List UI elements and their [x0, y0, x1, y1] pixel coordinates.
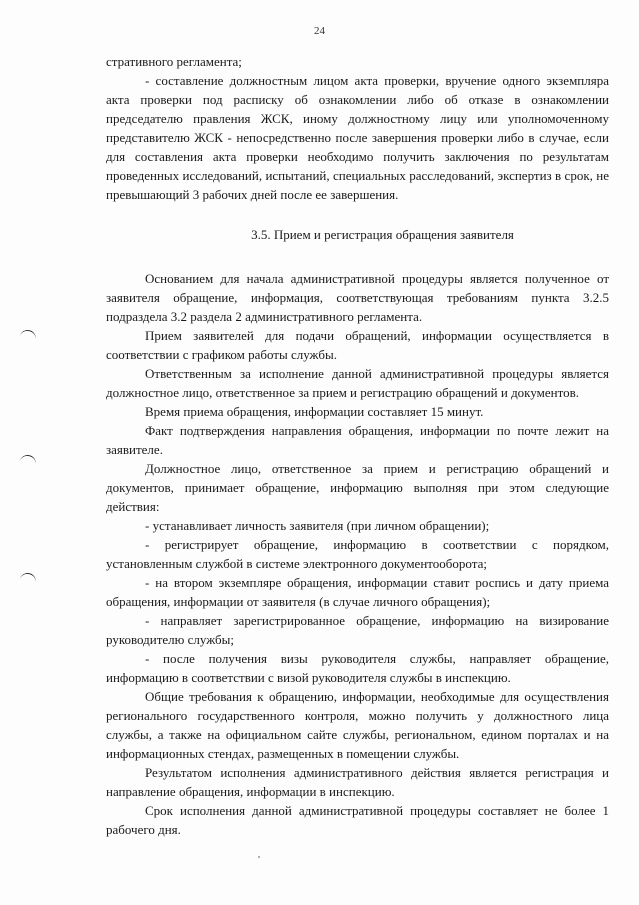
document-body — [106, 52, 609, 839]
paragraph: Основанием для начала административной процедуры является полученное от заявителя обращение, информация, соответствующая требованиям пункта 3.2.5 подраздела 3.2 раздела 2 административного регламента. — [106, 271, 609, 324]
list-item: - на втором экземпляре обращения, информации ставит роспись и дату приема обращения, информации от заявителя (в случае личного обращения); — [106, 575, 609, 609]
paragraph-continuation: стративного регламента; — [106, 54, 242, 69]
list-item: - после получения визы руководителя службы, направляет обращение, информацию в соответствии с визой руководителя службы в инспекцию. — [106, 651, 609, 685]
section-heading: 3.5. Прием и регистрация обращения заявителя — [251, 227, 514, 242]
paragraph: Прием заявителей для подачи обращений, информации осуществляется в соответствии с графиком работы службы. — [106, 328, 609, 362]
list-item: - регистрирует обращение, информацию в соответствии с порядком, установленным службой в системе электронного документооборота; — [106, 537, 609, 571]
paragraph: Должностное лицо, ответственное за прием и регистрацию обращений и документов, принимает обращение, информацию выполняя при этом следующие действия: — [106, 461, 609, 514]
paragraph: Ответственным за исполнение данной административной процедуры является должностное лицо, ответственное за прием и регистрацию обращений и документов. — [106, 366, 609, 400]
paragraph: Время приема обращения, информации составляет 15 минут. — [145, 404, 484, 419]
paragraph: Факт подтверждения направления обращения, информации по почте лежит на заявителе. — [106, 423, 609, 457]
paragraph: Результатом исполнения административного действия является регистрация и направление обращения, информации в инспекцию. — [106, 765, 609, 799]
paragraph: - составление должностным лицом акта проверки, вручение одного экземпляра акта проверки под расписку об ознакомлении либо об отказе в ознакомлении председателю правления ЖСК, иному должностному лицу или уполномоченному представителю ЖСК - непосредственно после завершения проверки либо в случае, если для составления акта проверки необходимо получить заключения по результатам проведенных исследований, испытаний, специальных расследований, экспертиз в срок, не превышающий 3 рабочих дней после ее завершения. — [106, 73, 609, 202]
paragraph: Общие требования к обращению, информации, необходимые для осуществления регионального государственного контроля, можно получить у должностного лица службы, а также на официальном сайте службы, региональном, едином порталах и на информационных стендах, размещенных в помещении службы. — [106, 689, 609, 761]
binder-hole-mark — [19, 328, 37, 344]
list-item: - направляет зарегистрированное обращение, информацию на визирование руководителю службы; — [106, 613, 609, 647]
binder-hole-mark — [19, 453, 37, 469]
list-item: - устанавливает личность заявителя (при личном обращении); — [145, 518, 490, 533]
page-number: 24 — [314, 25, 325, 37]
binder-hole-mark — [19, 571, 37, 587]
paragraph: Срок исполнения данной административной процедуры составляет не более 1 рабочего дня. — [106, 803, 609, 837]
scan-speck — [258, 856, 260, 858]
